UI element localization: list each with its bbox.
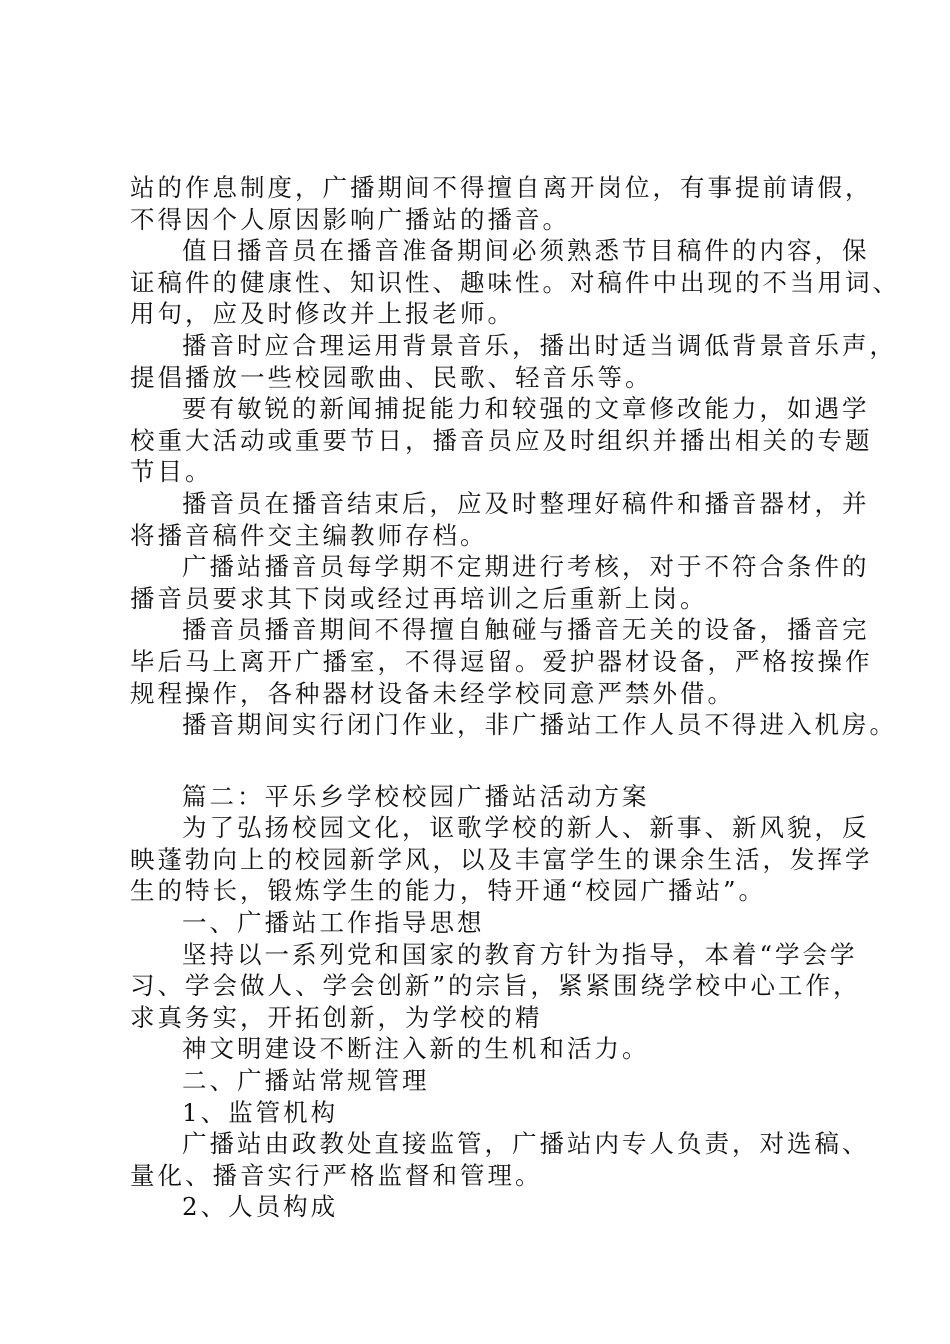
text-line: 证稿件的健康性、知识性、趣味性。对稿件中出现的不当用词、: [130, 267, 900, 297]
text-line: 站的作息制度，广播期间不得擅自离开岗位，有事提前请假，: [130, 173, 873, 202]
text-line: 不得因个人原因影响广播站的播音。: [130, 204, 570, 234]
paragraph-start-line: 为了弘扬校园文化，讴歌学校的新人、新事、新风貌，反: [182, 813, 870, 843]
heading-line: 1、监管机构: [182, 1097, 339, 1127]
text-line: 节目。: [130, 457, 213, 487]
text-line: 毕后马上离开广播室，不得逗留。爱护器材设备，严格按操作: [130, 646, 873, 676]
text-line: 求真务实，开拓创新，为学校的精: [130, 1002, 543, 1032]
text-line: 量化、播音实行严格监督和管理。: [130, 1160, 543, 1190]
text-line: 校重大活动或重要节日，播音员应及时组织并播出相关的专题: [130, 425, 873, 455]
paragraph-start-line: 广播站播音员每学期不定期进行考核，对于不符合条件的: [182, 552, 870, 582]
paragraph-start-line: 播音员播音期间不得擅自触碰与播音无关的设备，播音完: [182, 615, 870, 645]
section-title: 篇二：平乐乡学校校园广播站活动方案: [182, 781, 650, 811]
heading-line: 一、广播站工作指导思想: [182, 908, 485, 938]
heading-line: 2、人员构成: [182, 1192, 339, 1222]
heading-line: 二、广播站常规管理: [182, 1066, 430, 1096]
section-gap: [130, 741, 842, 781]
paragraph-start-line: 广播站由政教处直接监管，广播站内专人负责，对选稿、: [182, 1129, 870, 1159]
text-line: 规程操作，各种器材设备未经学校同意严禁外借。: [130, 678, 735, 708]
paragraph-start-line: 值日播音员在播音准备期间必须熟悉节目稿件的内容，保: [182, 236, 870, 266]
paragraph-start-line: 坚持以一系列党和国家的教育方针为指导，本着“学会学: [182, 939, 858, 969]
text-line: 播音员要求其下岗或经过再培训之后重新上岗。: [130, 583, 708, 613]
paragraph-start-line: 播音期间实行闭门作业，非广播站工作人员不得进入机房。: [182, 710, 897, 740]
text-line: 提倡播放一些校园歌曲、民歌、轻音乐等。: [130, 362, 653, 392]
text-line: 将播音稿件交主编教师存档。: [130, 520, 488, 550]
paragraph-start-line: 播音员在播音结束后，应及时整理好稿件和播音器材，并: [182, 488, 870, 518]
text-line: 用句，应及时修改并上报老师。: [130, 299, 515, 329]
paragraph-start-line: 神文明建设不断注入新的生机和活力。: [182, 1034, 650, 1064]
document-body: [130, 172, 900, 1223]
text-line: 习、学会做人、学会创新”的宗旨，紧紧围绕学校中心工作，: [130, 971, 861, 1001]
text-line: 生的特长，锻炼学生的能力，特开通“校园广播站”。: [130, 876, 767, 906]
text-line: 映蓬勃向上的校园新学风，以及丰富学生的课余生活，发挥学: [130, 844, 873, 874]
paragraph-start-line: 播音时应合理运用背景音乐，播出时适当调低背景音乐声，: [182, 330, 897, 360]
paragraph-start-line: 要有敏锐的新闻捕捉能力和较强的文章修改能力，如遇学: [182, 394, 870, 424]
